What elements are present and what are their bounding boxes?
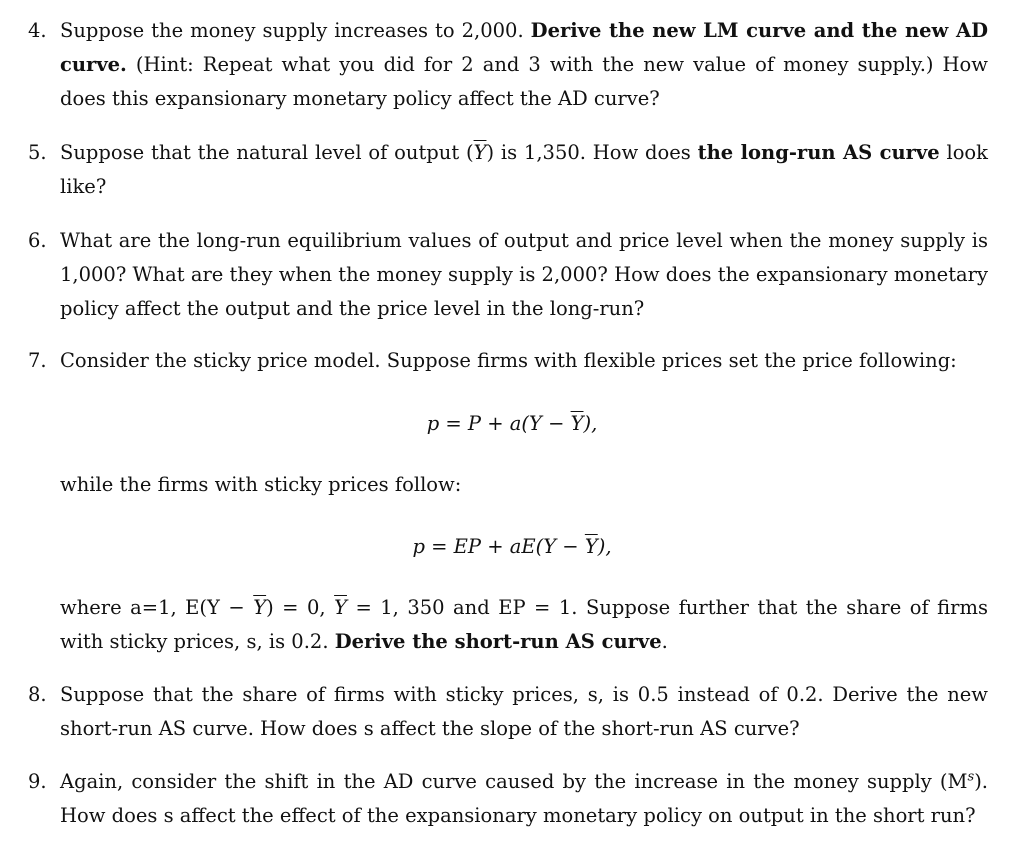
question-7-where xyxy=(28,591,988,659)
question-text: Suppose that the share of firms with sticky prices, s, is 0.5 instead of 0.2. Derive the new short-run AS curve. How does s affect the slope of the short-run AS curve? xyxy=(60,683,988,740)
question-number: 9. xyxy=(28,770,47,793)
question-number: 6. xyxy=(28,229,47,252)
question-7-intro xyxy=(28,344,988,378)
question-4 xyxy=(28,14,988,116)
question-text: where a=1, $E(Y - \overline{Y}) = 0$, $\overline{Y} = 1$, 350 and EP = 1. Suppose further that the share of firms with sticky prices, s, is 0.2. Derive the short-run AS curve. xyxy=(60,596,988,653)
question-9 xyxy=(28,765,988,833)
question-number: 4. xyxy=(28,19,47,42)
question-8 xyxy=(28,678,988,746)
question-5 xyxy=(28,136,988,204)
question-number: 5. xyxy=(28,141,47,164)
question-text: Suppose that the natural level of output $(\overline{Y})$ is 1,350. How does the long-run AS curve look like? xyxy=(60,141,988,198)
equation-sticky-price: p = EP + $aE(Y - \overline{Y})$, xyxy=(412,535,612,558)
equation-flexible-price: $p = P + a(Y - \overline{Y})$, xyxy=(426,412,598,435)
question-text: Suppose the money supply increases to 2,000. Derive the new LM curve and the new AD curve. (Hint: Repeat what you did for 2 and 3 with the new value of money supply.) How does this expansionary monetary policy affect the AD curve? xyxy=(60,19,988,110)
question-text: Again, consider the shift in the AD curve caused by the increase in the money supply $(M^s)$. How does s affect the effect of the expansionary monetary policy on output in the short run? xyxy=(60,769,988,827)
question-7-middle xyxy=(28,468,988,502)
question-number: 7. xyxy=(28,349,47,372)
question-6 xyxy=(28,224,988,326)
question-text: What are the long-run equilibrium values of output and price level when the money supply is 1,000? What are they when the money supply is 2,000? How does the expansionary monetary policy affect the output and the price level in the long-run? xyxy=(60,229,988,320)
question-text: while the firms with sticky prices follow: xyxy=(60,473,462,496)
question-number: 8. xyxy=(28,683,47,706)
question-text: Consider the sticky price model. Suppose firms with flexible prices set the price following: xyxy=(60,349,957,372)
